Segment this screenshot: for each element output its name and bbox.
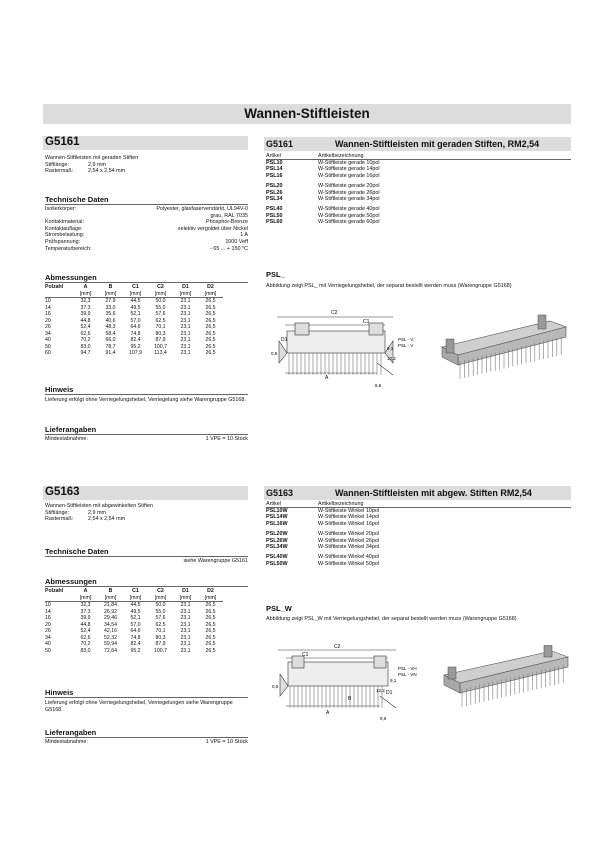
g5161-description: Wannen-Stiftleisten mit geraden Stiften — [45, 155, 139, 161]
dim-cell: 80,3 — [155, 330, 166, 337]
dim-cell: 14 — [45, 304, 51, 311]
dim-cell: 78,7 — [105, 343, 116, 350]
dim-cell: 100,7 — [154, 343, 167, 350]
g5161-article-list — [266, 153, 571, 226]
dim-header-cell: Polzahl — [45, 588, 64, 594]
dim-cell: 26,5 — [205, 641, 216, 647]
g5161-right-code: G5161 — [266, 139, 294, 149]
dim-header-cell: C1 — [132, 588, 139, 594]
dim-cell: 26,5 — [205, 615, 216, 621]
article-number: PSL16 — [266, 172, 283, 179]
spec-row: Isolierkörper: Polyester, glasfaserverstärkt, UL94V-0 — [45, 206, 248, 212]
dim-cell: 23,1 — [180, 602, 191, 608]
g5163-psl-label: PSL_W — [266, 604, 292, 613]
g5161-psl-caption: Abbildung zeigt PSL_ mit Verriegelungshebel, der separat bestellt werden muss (Warengruppe G5168) — [266, 283, 512, 289]
drawing-label-c1: C1 — [363, 319, 370, 325]
dim-cell: 23,1 — [180, 324, 191, 330]
dim-cell: 20 — [45, 317, 51, 324]
g5161-intro — [45, 155, 250, 175]
g5163-dim-table — [45, 588, 223, 654]
dim-cell: 26,5 — [205, 324, 216, 330]
dim-cell: 23,1 — [180, 621, 191, 628]
g5163-right-title: Wannen-Stiftleisten mit abgew. Stiften RM2,54 — [335, 488, 532, 498]
article-description: W-Stiftleiste Winkel 14pol — [318, 514, 380, 521]
dim-cell: 23,1 — [180, 608, 191, 615]
dim-cell: 34 — [45, 634, 51, 641]
dim-header-cell: [mm] — [73, 595, 98, 602]
dim-cell: 40 — [45, 641, 51, 647]
dim-cell: 23,1 — [180, 317, 191, 324]
dim-header-cell: B — [108, 588, 113, 594]
dim-cell: 21,84 — [104, 602, 117, 608]
dim-cell: 37,3 — [80, 608, 91, 615]
dim-cell: 26 — [45, 628, 51, 634]
dim-header-cell: D1 — [182, 588, 189, 594]
dim-cell: 23,1 — [180, 647, 191, 654]
dim-header-cell: B — [108, 284, 113, 290]
g5163-tech-title: Technische Daten — [45, 547, 248, 557]
dim-cell: 26,5 — [205, 311, 216, 317]
psl-product-photo — [438, 313, 573, 388]
dim-cell: 49,5 — [130, 608, 141, 615]
article-number: PSL60 — [266, 219, 283, 226]
dim-cell: 26,5 — [205, 350, 216, 356]
drawing-label-a: A — [326, 710, 330, 716]
dim-cell: 27,9 — [105, 298, 116, 304]
dim-cell: 57,0 — [130, 621, 141, 628]
article-description: W-Stiftleiste gerade 14pol — [318, 166, 380, 173]
dim-cell: 44,5 — [130, 602, 141, 608]
dim-cell: 26 — [45, 324, 51, 330]
dim-cell: 32,3 — [80, 602, 91, 608]
dim-cell: 26,5 — [205, 337, 216, 343]
dim-cell: 70,1 — [155, 324, 166, 330]
g5161-dim-table — [45, 284, 223, 357]
article-description: W-Stiftleiste gerade 16pol — [318, 172, 380, 179]
g5163-prop-row: Stiftlänge: 2,9 mm — [45, 509, 106, 516]
article-number: PSL26W — [266, 537, 288, 544]
article-number: PSL34 — [266, 196, 283, 203]
dim-cell: 26,5 — [205, 602, 216, 608]
dim-cell: 70,2 — [80, 337, 91, 343]
g5163-hint-title: Hinweis — [45, 688, 248, 698]
dim-cell: 20 — [45, 621, 51, 628]
dim-row — [45, 602, 223, 609]
dim-cell: 33,0 — [105, 304, 116, 311]
dim-header-cell — [45, 291, 73, 298]
pslw-technical-drawing — [268, 640, 418, 730]
dim-cell: 26,5 — [205, 634, 216, 641]
dim-unit-row — [45, 291, 223, 298]
dim-cell: 42,16 — [104, 628, 117, 634]
dim-header-cell: [mm] — [98, 291, 123, 298]
dim-cell: 59,94 — [104, 641, 117, 647]
dim-cell: 74,8 — [130, 330, 141, 337]
dim-cell: 82,4 — [130, 641, 141, 647]
drawing-label-0-5: 0,5 — [272, 684, 279, 689]
dim-cell: 72,64 — [104, 647, 117, 654]
dim-cell: 55,0 — [155, 608, 166, 615]
article-row — [266, 219, 571, 225]
dim-cell: 39,9 — [80, 615, 91, 621]
drawing-label-pslv2: PSL - V — [398, 343, 414, 348]
dim-cell: 58,4 — [105, 330, 116, 337]
dim-header-cell: C1 — [132, 284, 139, 290]
dim-cell: 34,54 — [104, 621, 117, 628]
dim-header-cell: C2 — [157, 284, 164, 290]
dim-cell: 52,4 — [80, 628, 91, 634]
dim-cell: 52,4 — [80, 324, 91, 330]
dim-cell: 91,4 — [105, 350, 116, 356]
article-number: PSL14 — [266, 166, 283, 173]
dim-cell: 62,6 — [80, 330, 91, 337]
dim-cell: 26,5 — [205, 608, 216, 615]
article-description: W-Stiftleiste Winkel 34pol — [318, 544, 380, 551]
spec-row: Temperaturbereich: - 65 ... + 150 °C — [45, 245, 248, 252]
g5163-tech-ref: siehe Warengruppe G5161 — [183, 558, 248, 564]
drawing-label-d1: D1 — [281, 337, 288, 343]
page-title: Wannen-Stiftleisten — [244, 106, 370, 121]
drawing-label-pslvn: PSL - VN — [398, 672, 417, 677]
article-number: PSL50 — [266, 212, 283, 219]
psl-technical-drawing — [265, 303, 415, 398]
dim-cell: 23,1 — [180, 337, 191, 343]
dim-cell: 26,92 — [104, 608, 117, 615]
article-number: PSL40W — [266, 554, 288, 561]
dim-cell: 23,1 — [180, 641, 191, 647]
article-description: W-Stiftleiste gerade 40pol — [318, 206, 380, 213]
drawing-label-0-5: 0,5 — [271, 351, 278, 356]
dim-cell: 70,2 — [80, 641, 91, 647]
g5161-prop-row: Rastermaß: 2,54 x 2,54 mm — [45, 168, 126, 175]
g5161-hint-text: Lieferung erfolgt ohne Verriegelungshebel, Verriegelung siehe Warengruppe G5168. — [45, 397, 246, 403]
g5163-hint-text: Lieferung erfolgt ohne Verriegelungshebel, Verriegelungen siehe Warengruppe G5168. — [45, 700, 233, 713]
dim-cell: 23,1 — [180, 343, 191, 350]
dim-cell: 87,9 — [155, 641, 166, 647]
g5163-code: G5163 — [45, 486, 80, 498]
dim-cell: 32,3 — [80, 298, 91, 304]
article-row — [266, 561, 571, 567]
dim-cell: 50 — [45, 343, 51, 350]
article-description: W-Stiftleiste gerade 20pol — [318, 183, 380, 190]
dim-cell: 52,1 — [130, 615, 141, 621]
g5163-dim-title: Abmessungen — [45, 577, 248, 587]
drawing-label-12-2: 12,2 — [387, 356, 396, 361]
g5163-description: Wannen-Stiftleisten mit abgewinkelten Stiften — [45, 503, 153, 509]
dim-cell: 50 — [45, 647, 51, 654]
dim-cell: 57,0 — [130, 317, 141, 324]
spec-row: Kontaktmaterial: Phosphor-Bronze — [45, 219, 248, 226]
spec-row: grau, RAL 7035 — [210, 212, 248, 219]
dim-cell: 29,46 — [104, 615, 117, 621]
dim-cell: 94,7 — [80, 350, 91, 356]
article-description: W-Stiftleiste Winkel 50pol — [318, 560, 380, 567]
g5163-delivery-title: Lieferangaben — [45, 728, 248, 738]
article-description: W-Stiftleiste gerade 34pol — [318, 196, 380, 203]
dim-cell: 40,6 — [105, 317, 116, 324]
drawing-label-9-1: 9,1 — [387, 346, 394, 351]
article-number: PSL16W — [266, 520, 288, 527]
dim-row — [45, 350, 223, 357]
dim-header-cell: D1 — [182, 284, 189, 290]
dim-cell: 50,0 — [155, 298, 166, 304]
dim-header-cell: A — [83, 588, 88, 594]
dim-cell: 107,9 — [129, 350, 142, 356]
dim-cell: 62,5 — [155, 621, 166, 628]
g5163-intro — [45, 503, 250, 523]
dim-cell: 44,8 — [80, 317, 91, 324]
dim-cell: 50,0 — [155, 602, 166, 608]
dim-cell: 26,5 — [205, 628, 216, 634]
article-description: W-Stiftleiste gerade 26pol — [318, 189, 380, 196]
dim-cell: 26,5 — [205, 343, 216, 350]
dim-cell: 23,1 — [180, 634, 191, 641]
dim-cell: 60 — [45, 350, 51, 356]
dim-cell: 35,6 — [105, 311, 116, 317]
dim-cell: 64,6 — [130, 324, 141, 330]
dim-header-cell: [mm] — [123, 291, 148, 298]
g5161-psl-label: PSL_ — [266, 270, 285, 279]
dim-cell: 40 — [45, 337, 51, 343]
spec-row: Strombelastung: 1 A — [45, 232, 248, 239]
dim-row — [45, 648, 223, 655]
dim-header-cell: [mm] — [173, 595, 198, 602]
article-description: W-Stiftleiste gerade 50pol — [318, 212, 380, 219]
dim-cell: 23,1 — [180, 628, 191, 634]
dim-cell: 44,5 — [130, 298, 141, 304]
article-number: PSL14W — [266, 514, 288, 521]
article-number: PSL10W — [266, 508, 288, 514]
drawing-label-c1: C1 — [302, 652, 309, 658]
dim-header-cell: [mm] — [73, 291, 98, 298]
dim-cell: 26,5 — [205, 304, 216, 311]
g5161-dim-title: Abmessungen — [45, 273, 248, 283]
drawing-label-c2: C2 — [334, 644, 341, 650]
article-number: PSL10 — [266, 160, 283, 166]
dim-cell: 23,1 — [180, 350, 191, 356]
dim-cell: 52,1 — [130, 311, 141, 317]
g5161-hint-title: Hinweis — [45, 385, 248, 395]
g5161-tech-list — [45, 206, 248, 252]
drawing-label-9-1: 9,1 — [390, 678, 397, 683]
g5161-right-title: Wannen-Stiftleisten mit geraden Stiften, RM2,54 — [335, 139, 540, 149]
dim-row — [45, 298, 223, 305]
g5161-prop-row: Stiftlänge: 2,9 mm — [45, 161, 106, 168]
dim-cell: 23,1 — [180, 304, 191, 311]
dim-cell: 49,5 — [130, 304, 141, 311]
dim-cell: 95,2 — [130, 343, 141, 350]
dim-cell: 39,9 — [80, 311, 91, 317]
spec-row: Kontaktauflage: selektiv vergoldet über Nickel — [45, 225, 248, 232]
dim-cell: 37,3 — [80, 304, 91, 311]
pslw-product-photo — [440, 645, 575, 720]
dim-cell: 34 — [45, 330, 51, 337]
g5161-delivery-title: Lieferangaben — [45, 425, 248, 435]
dim-cell: 14 — [45, 608, 51, 615]
dim-cell: 26,5 — [205, 621, 216, 628]
dim-cell: 62,6 — [80, 634, 91, 641]
dim-cell: 16 — [45, 311, 51, 317]
g5161-code: G5161 — [45, 136, 80, 148]
article-number: PSL50W — [266, 560, 288, 567]
article-description: W-Stiftleiste Winkel 10pol — [318, 508, 380, 514]
g5163-delivery-row: Mindestabnahme: 1 VPE = 10 Stück — [45, 739, 248, 745]
drawing-label-b: B — [348, 696, 352, 702]
dim-cell: 83,0 — [80, 343, 91, 350]
dim-cell: 10 — [45, 298, 51, 304]
drawing-label-d1: D1 — [386, 690, 393, 696]
article-header: Artikel Artikelbezeichnung — [266, 501, 571, 508]
article-number: PSL40 — [266, 206, 283, 213]
dim-cell: 62,5 — [155, 317, 166, 324]
dim-cell: 26,5 — [205, 647, 216, 654]
drawing-label-pslvh: PSL - VH — [398, 666, 417, 671]
dim-cell: 23,1 — [180, 298, 191, 304]
article-number: PSL20 — [266, 183, 283, 190]
dim-cell: 26,5 — [205, 298, 216, 304]
dim-cell: 95,2 — [130, 647, 141, 654]
dim-header-cell: [mm] — [148, 291, 173, 298]
drawing-label-pslv: PSL - V — [398, 337, 414, 342]
drawing-label-8-6: 8,6 — [380, 716, 387, 721]
dim-cell: 57,6 — [155, 311, 166, 317]
dim-header-cell: [mm] — [98, 595, 123, 602]
dim-cell: 64,6 — [130, 628, 141, 634]
article-number: PSL20W — [266, 531, 288, 538]
dim-header-cell: [mm] — [198, 291, 223, 298]
dim-cell: 44,8 — [80, 621, 91, 628]
dim-header-cell: [mm] — [198, 595, 223, 602]
dim-header-cell: D2 — [207, 284, 214, 290]
article-description: W-Stiftleiste Winkel 20pol — [318, 531, 380, 538]
dim-cell: 48,3 — [105, 324, 116, 330]
dim-cell: 23,1 — [180, 311, 191, 317]
dim-header-cell: [mm] — [123, 595, 148, 602]
dim-cell: 16 — [45, 615, 51, 621]
g5163-psl-caption: Abbildung zeigt PSL_W mit Verriegelungshebel, der separat bestellt werden muss (Warengruppe G5168) — [266, 616, 517, 622]
drawing-label-12-2: 12,2 — [376, 688, 385, 693]
drawing-label-8-6: 8,6 — [375, 383, 382, 388]
dim-cell: 70,1 — [155, 628, 166, 634]
article-header: Artikel Artikelbezeichnung — [266, 153, 571, 160]
dim-header-cell: [mm] — [148, 595, 173, 602]
dim-header-cell: Polzahl — [45, 284, 64, 290]
dim-cell: 74,8 — [130, 634, 141, 641]
dim-header-cell: D2 — [207, 588, 214, 594]
dim-cell: 113,4 — [154, 350, 167, 356]
dim-unit-row — [45, 595, 223, 602]
dim-cell: 23,1 — [180, 330, 191, 337]
dim-cell: 26,5 — [205, 317, 216, 324]
g5161-tech-title: Technische Daten — [45, 195, 248, 205]
dim-cell: 66,0 — [105, 337, 116, 343]
dim-cell: 26,5 — [205, 330, 216, 337]
dim-cell: 52,32 — [104, 634, 117, 641]
dim-cell: 80,3 — [155, 634, 166, 641]
dim-header-cell: C2 — [157, 588, 164, 594]
article-description: W-Stiftleiste gerade 60pol — [318, 219, 380, 226]
dim-header-cell — [45, 595, 73, 602]
dim-cell: 23,1 — [180, 615, 191, 621]
g5163-right-code: G5163 — [266, 488, 294, 498]
g5163-article-list — [266, 501, 571, 567]
article-description: W-Stiftleiste gerade 10pol — [318, 160, 380, 166]
article-number: PSL26 — [266, 189, 283, 196]
article-description: W-Stiftleiste Winkel 26pol — [318, 537, 380, 544]
dim-cell: 82,4 — [130, 337, 141, 343]
dim-cell: 87,9 — [155, 337, 166, 343]
article-number: PSL34W — [266, 544, 288, 551]
drawing-label-c2: C2 — [331, 310, 338, 316]
dim-cell: 55,0 — [155, 304, 166, 311]
article-description: W-Stiftleiste Winkel 40pol — [318, 554, 380, 561]
article-description: W-Stiftleiste Winkel 16pol — [318, 520, 380, 527]
dim-cell: 83,0 — [80, 647, 91, 654]
drawing-label-a: A — [325, 375, 329, 381]
g5161-delivery-row: Mindestabnahme: 1 VPE = 10 Stück — [45, 436, 248, 442]
dim-cell: 100,7 — [154, 647, 167, 654]
g5163-prop-row: Rastermaß: 2,54 x 2,54 mm — [45, 516, 126, 523]
dim-header-cell: [mm] — [173, 291, 198, 298]
dim-cell: 57,6 — [155, 615, 166, 621]
spec-row: Prüfspannung: 1000 Veff — [45, 238, 248, 245]
dim-cell: 10 — [45, 602, 51, 608]
dim-header-cell: A — [83, 284, 88, 290]
